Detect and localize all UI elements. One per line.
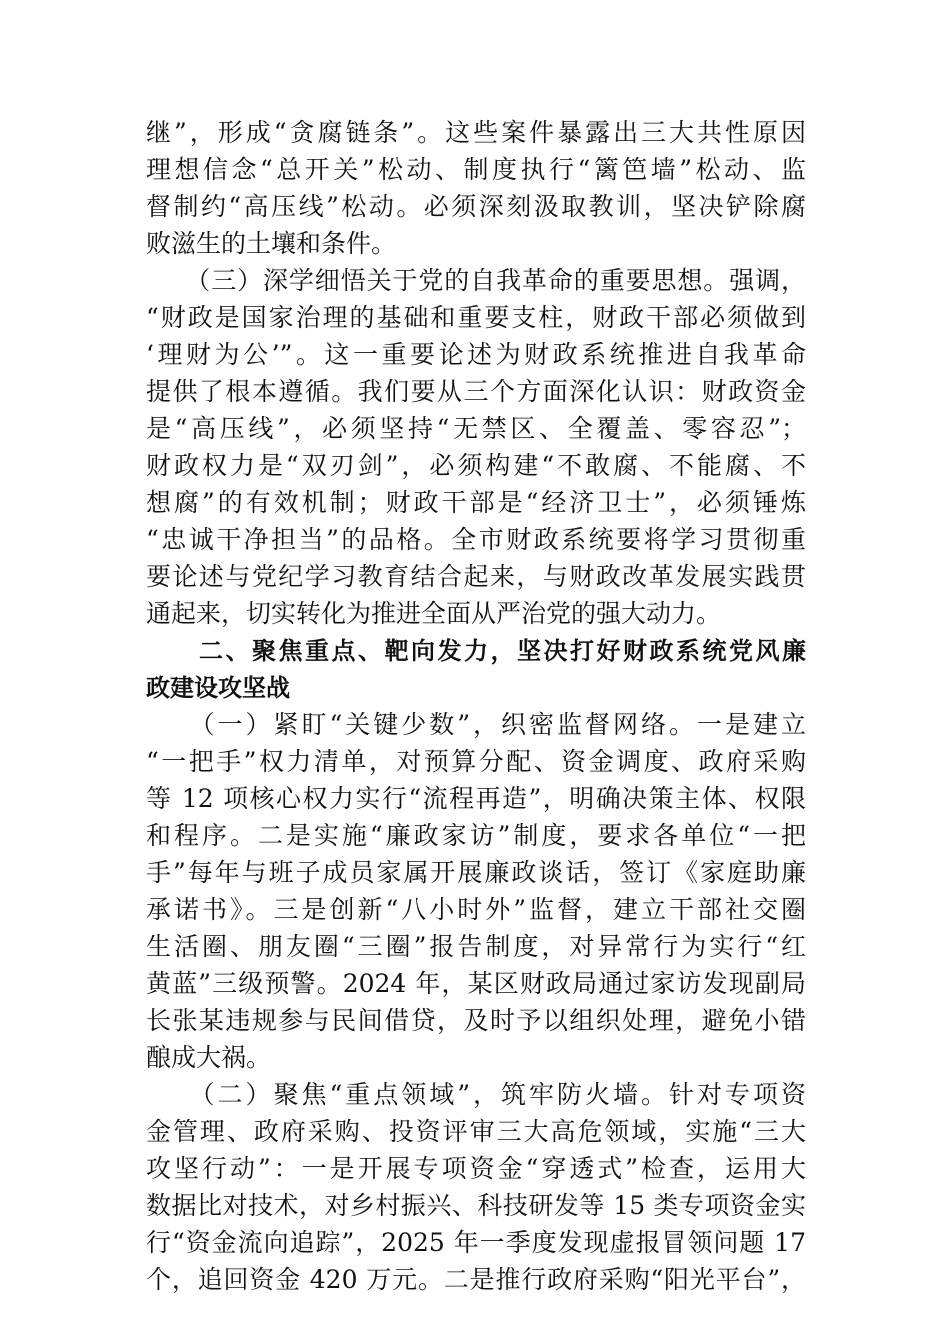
text-line: 手”每年与班子成员家属开展廉政谈话，签订《家庭助廉 [146,858,806,887]
text-line: 提供了根本遵循。我们要从三个方面深化认识：财政资金 [146,377,806,406]
text-line: 继”，形成“贪腐链条”。这些案件暴露出三大共性原因 [146,118,806,147]
text-line: 败滋生的土壤和条件。 [146,229,397,258]
text-line: 承诺书》。三是创新“八小时外”监督，建立干部社交圈 [146,895,806,924]
text-line: 财政权力是“双刃剑”，必须构建“不敢腐、不能腐、不 [146,451,806,480]
text-line: （三）深学细悟关于党的自我革命的重要思想。强调， [146,266,806,295]
text-line: 是“高压线”，必须坚持“无禁区、全覆盖、零容忍”； [146,414,806,443]
text-line: 要论述与党纪学习教育结合起来，与财政改革发展实践贯 [146,562,806,591]
text-line: “忠诚干净担当”的品格。全市财政系统要将学习贯彻重 [146,525,806,554]
text-line: “财政是国家治理的基础和重要支柱，财政干部必须做到 [146,303,806,332]
text-line: 黄蓝”三级预警。2024 年，某区财政局通过家访发现副局 [146,969,806,998]
text-line: 通起来，切实转化为推进全面从严治党的强大动力。 [146,599,722,628]
text-line: （二）聚焦“重点领域”，筑牢防火墙。针对专项资 [146,1080,806,1109]
text-line: 想腐”的有效机制；财政干部是“经济卫士”，必须锤炼 [146,488,806,517]
section-heading: 政建设攻坚战 [146,674,290,702]
text-line: 个，追回资金 420 万元。二是推行政府采购“阳光平台”， [146,1265,806,1294]
text-line: 等 12 项核心权力实行“流程再造”，明确决策主体、权限 [146,784,806,813]
text-line: 督制约“高压线”松动。必须深刻汲取教训，坚决铲除腐 [146,192,806,221]
text-line: 数据比对技术，对乡村振兴、科技研发等 15 类专项资金实 [146,1191,806,1220]
text-line: 和程序。二是实施“廉政家访”制度，要求各单位“一把 [146,821,806,850]
text-line: 金管理、政府采购、投资评审三大高危领域，实施“三大 [146,1117,806,1146]
text-line: ‘理财为公’”。这一重要论述为财政系统推进自我革命 [146,340,806,369]
text-line: 酿成大祸。 [146,1043,272,1072]
text-line: 生活圈、朋友圈“三圈”报告制度，对异常行为实行“红 [146,932,806,961]
text-line: （一）紧盯“关键少数”，织密监督网络。一是建立 [146,710,806,739]
text-line: 攻坚行动”：一是开展专项资金“穿透式”检查，运用大 [146,1154,806,1183]
text-line: 长张某违规参与民间借贷，及时予以组织处理，避免小错 [146,1006,806,1035]
text-line: “一把手”权力清单，对预算分配、资金调度、政府采购 [146,747,806,776]
text-line: 理想信念“总开关”松动、制度执行“篱笆墙”松动、监 [146,155,806,184]
section-heading: 二、聚焦重点、靶向发力，坚决打好财政系统党风廉 [146,637,806,665]
text-line: 行“资金流向追踪”，2025 年一季度发现虚报冒领问题 17 [146,1228,806,1257]
